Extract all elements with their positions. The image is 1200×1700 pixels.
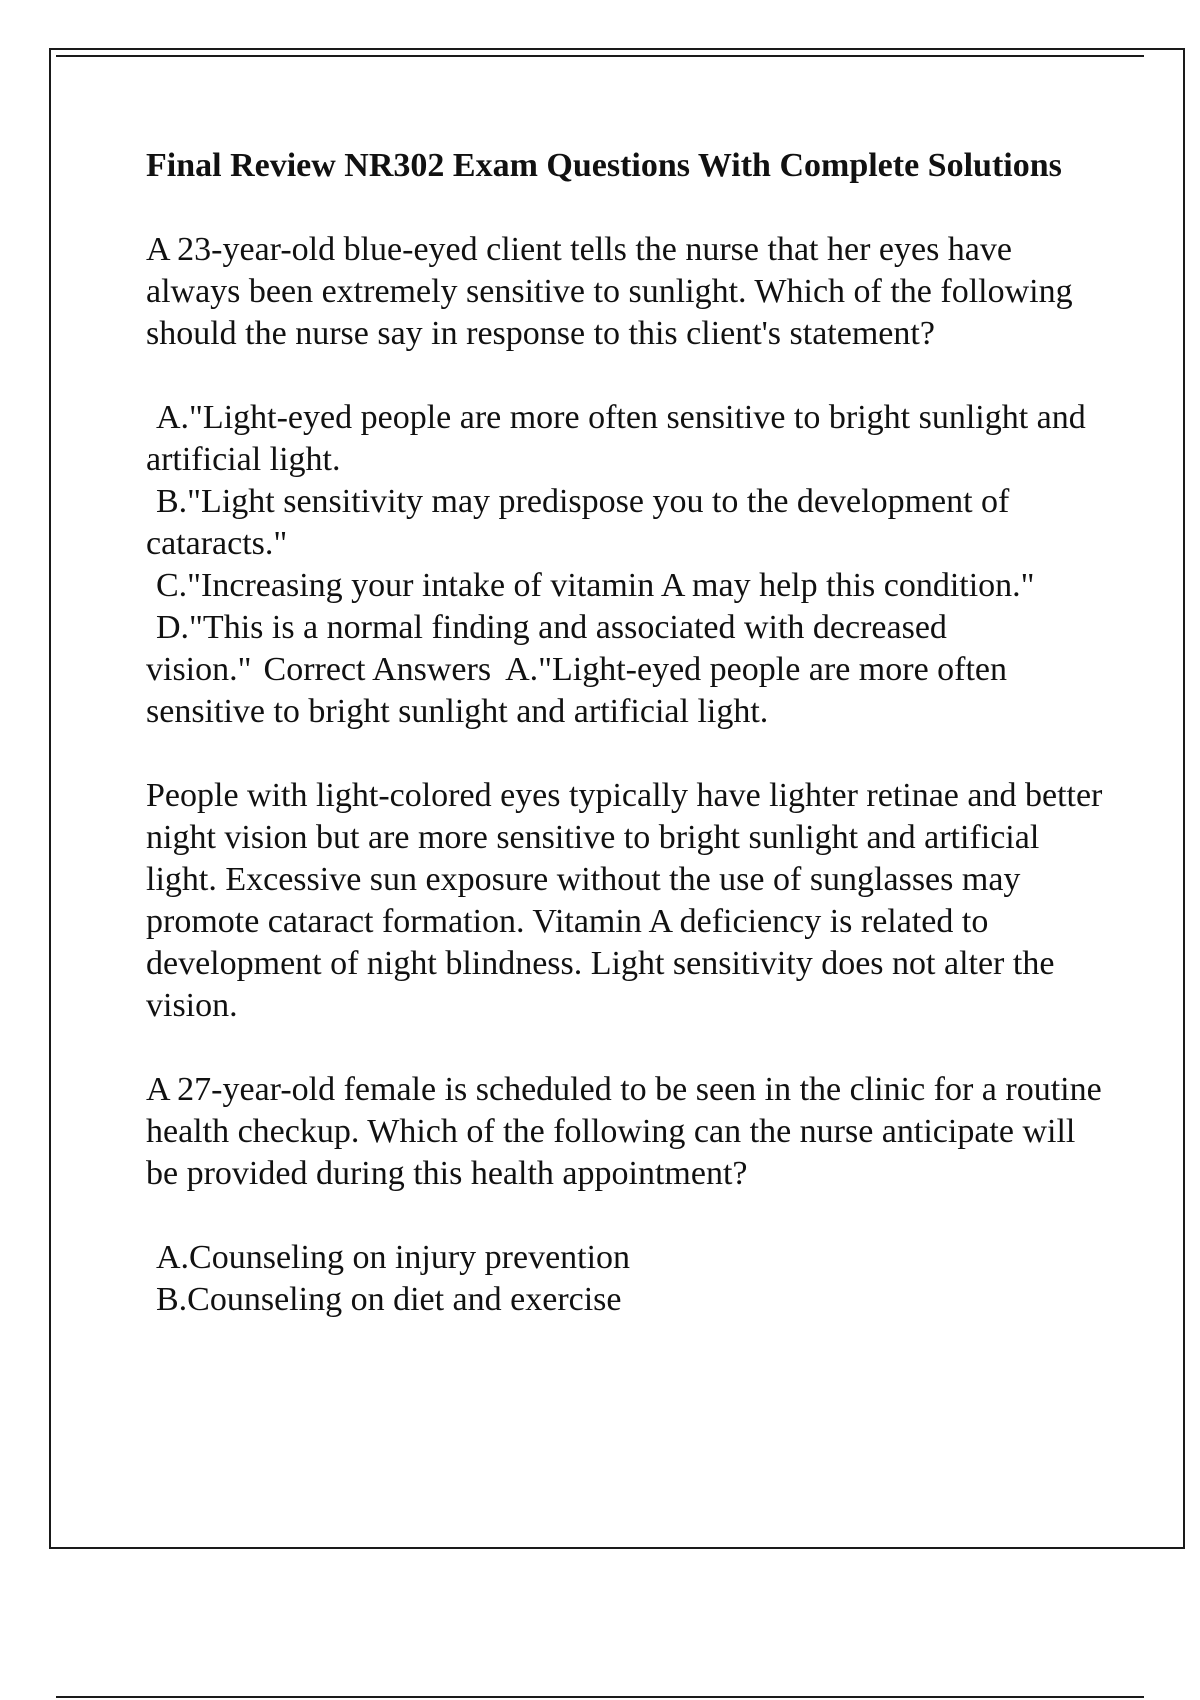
document-title: Final Review NR302 Exam Questions With Complete Solutions: [146, 147, 1062, 184]
question-1-option-d-text: D."This is a normal finding and associated with decreased vision.": [146, 609, 947, 688]
question-1-option-a: A."Light-eyed people are more often sensitive to bright sunlight and artificial light.: [146, 399, 1086, 478]
top-rule-divider: [56, 55, 1144, 57]
question-2-options: [146, 1237, 1106, 1321]
question-1-stem: A 23-year-old blue-eyed client tells the nurse that her eyes have always been extremely sensitive to sunlight. Which of the following should the nurse say in response to this client's statement?: [146, 231, 1073, 352]
question-2-option-a: A.Counseling on injury prevention: [156, 1239, 631, 1276]
question-1-option-b: B."Light sensitivity may predispose you to the development of cataracts.": [146, 483, 1010, 562]
document-body: [146, 145, 1106, 1363]
correct-answer-text: A."Light-eyed people are more often sensitive to bright sunlight and artificial light.: [146, 651, 1008, 730]
correct-answer-label: Correct Answers: [263, 651, 492, 688]
question-1-option-c: C."Increasing your intake of vitamin A may help this condition.": [156, 567, 1035, 604]
bottom-rule-divider: [56, 1696, 1144, 1698]
question-2-option-b: B.Counseling on diet and exercise: [156, 1281, 622, 1318]
question-1-options: [146, 397, 1106, 733]
question-2-stem: A 27-year-old female is scheduled to be seen in the clinic for a routine health checkup. Which of the following can the nurse anticipate will be provided during this health appointment?: [146, 1071, 1102, 1192]
question-1-option-d: [146, 607, 1106, 733]
question-1-rationale: People with light-colored eyes typically have lighter retinae and better night vision but are more sensitive to bright sunlight and artificial light. Excessive sun exposure without the use of sunglasses may promote cataract formation. Vitamin A deficiency is related to development of night blindness. Light sensitivity does not alter the vision.: [146, 777, 1103, 1024]
